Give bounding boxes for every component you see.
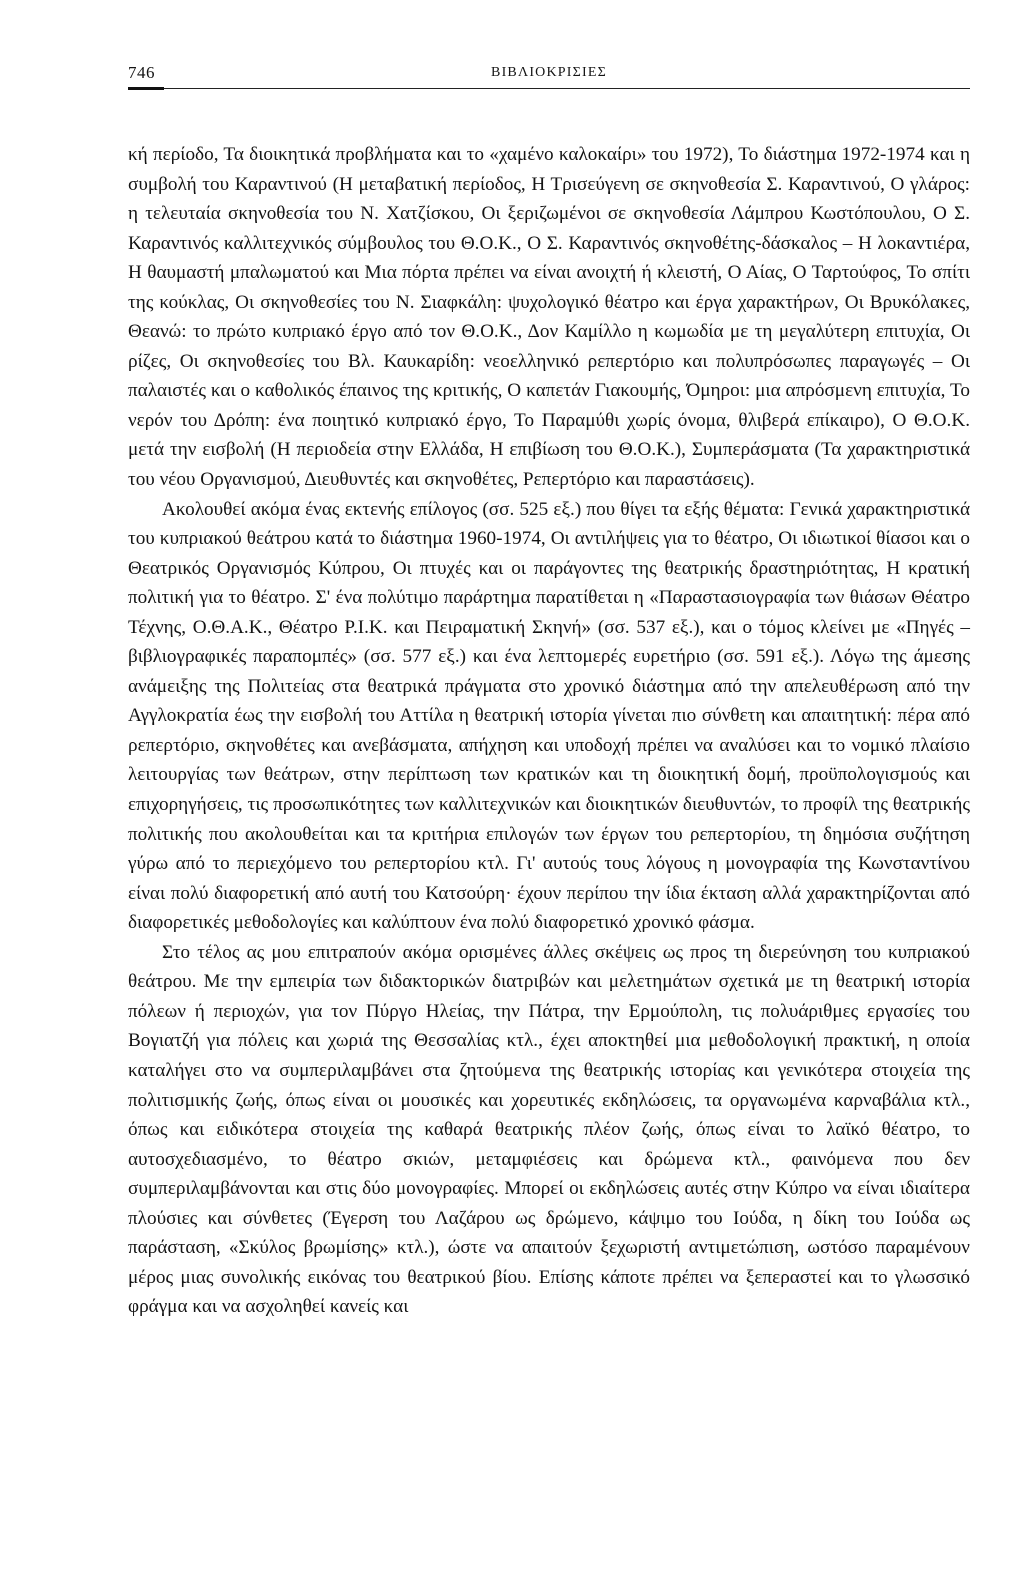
paragraph-2: Ακολουθεί ακόμα ένας εκτενής επίλογος (σσ. 525 εξ.) που θίγει τα εξής θέματα: Γενικά χαρακτηριστικά του κυπριακού θεάτρου κατά το διάστημα 1960-1974, Οι αντιλήψεις για το θέατρο, Οι ιδιωτικοί θίασοι και ο Θεατρικός Οργανισμός Κύπρου, Οι πτυχές και οι παράγοντες της θεατρικής δραστηριότητας, Η κρατική πολιτική για το θέατρο. Σ' ένα πολύτιμο παράρτημα παρατίθεται η «Παραστασιογραφία των θιάσων Θέατρο Τέχνης, Ο.Θ.Α.Κ., Θέατρο Ρ.Ι.Κ. και Πειραματική Σκηνή» (σσ. 537 εξ.), και ο τόμος κλείνει με «Πηγές – βιβλιογραφικές παραπομπές» (σσ. 577 εξ.) και ένα λεπτομερές ευρετήριο (σσ. 591 εξ.). Λόγω της άμεσης ανάμειξης της Πολιτείας στα θεατρικά πράγματα στο χρονικό διάστημα από την απελευθέρωση από την Αγγλοκρατία έως την εισβολή του Αττίλα η θεατρική ιστορία γίνεται πιο σύνθετη και απαιτητική: πέρα από ρεπερτόριο, σκηνοθέτες και ανεβάσματα, απήχηση και υποδοχή πρέπει να αναλύσει και το νομικό πλαίσιο λειτουργίας των θεάτρων, στην περίπτωση των κρατικών και τη διοικητική δομή, προϋπολογισμούς και επιχορηγήσεις, τις προσωπικότητες των καλλιτεχνικών και διοικητικών διευθυντών, το προφίλ της θεατρικής πολιτικής που ακολουθείται και τα κριτήρια επιλογών των έργων του ρεπερτορίου, τη δημόσια συζήτηση γύρω από το περιεχόμενο του ρεπερτορίου κτλ. Γι' αυτούς τους λόγους η μονογραφία της Κωνσταντίνου είναι πολύ διαφορετική από αυτή του Κατσούρη· έχουν περίπου την ίδια έκταση αλλά χαρακτηρίζονται από διαφορετικές μεθοδολογίες και καλύπτουν ένα πολύ διαφορετικό χρονικό φάσμα. (128, 498, 970, 934)
header-rule-accent (128, 87, 164, 90)
running-head (128, 63, 970, 91)
body-text (128, 140, 970, 1322)
paragraph-1: κή περίοδο, Τα διοικητικά προβλήματα και το «χαμένο καλοκαίρι» του 1972), Το διάστημα 1972-1974 και η συμβολή του Καραντινού (Η μεταβατική περίοδος, Η Τρισεύγενη σε σκηνοθεσία Σ. Καραντινού, Ο γλάρος: η τελευταία σκηνοθεσία του Ν. Χατζίσκου, Οι ξεριζωμένοι σε σκηνοθεσία Λάμπρου Κωστόπουλου, Ο Σ. Καραντινός καλλιτεχνικός σύμβουλος του Θ.Ο.Κ., Ο Σ. Καραντινός σκηνοθέτης-δάσκαλος – Η λοκαντιέρα, Η θαυμαστή μπαλωματού και Μια πόρτα πρέπει να είναι ανοιχτή ή κλειστή, Ο Αίας, Ο Ταρτούφος, Το σπίτι της κούκλας, Οι σκηνοθεσίες του Ν. Σιαφκάλη: ψυχολογικό θέατρο και έργα χαρακτήρων, Οι Βρυκόλακες, Θεανώ: το πρώτο κυπριακό έργο από τον Θ.Ο.Κ., Δον Καμίλλο η κωμωδία με τη μεγαλύτερη επιτυχία, Οι ρίζες, Οι σκηνοθεσίες του Βλ. Καυκαρίδη: νεοελληνικό ρεπερτόριο και πολυπρόσωπες παραγωγές – Οι παλαιστές και ο καθολικός έπαινος της κριτικής, Ο καπετάν Γιακουμής, Όμηροι: μια απρόσμενη επιτυχία, Το νερόν του Δρόπη: ένα ποιητικό κυπριακό έργο, Το Παραμύθι χωρίς όνομα, θλιβερά επίκαιρο), Ο Θ.Ο.Κ. μετά την εισβολή (Η περιοδεία στην Ελλάδα, Η επιβίωση του Θ.Ο.Κ.), Συμπεράσματα (Τα χαρακτηριστικά του νέου Οργανισμού, Διευθυντές και σκηνοθέτες, Ρεπερτόριο και παραστάσεις). (128, 144, 970, 491)
section-title: ΒΙΒΛΙΟΚΡΙΣΙΕΣ (491, 65, 607, 80)
page-number: 746 (128, 63, 155, 82)
paragraph-3: Στο τέλος ας μου επιτραπούν ακόμα ορισμένες άλλες σκέψεις ως προς τη διερεύνηση του κυπριακού θεάτρου. Με την εμπειρία των διδακτορικών διατριβών και μελετημάτων σχετικά με τη θεατρική ιστορία πόλεων ή περιοχών, για τον Πύργο Ηλείας, την Πάτρα, την Ερμούπολη, τις πολυάριθμες εργασίες του Βογιατζή για πόλεις και χωριά της Θεσσαλίας κτλ., έχει αποκτηθεί μια μεθοδολογική πρακτική, η οποία καταλήγει στο να συμπεριλαμβάνει στα ζητούμενα της θεατρικής ιστορίας και γενικότερα στοιχεία της πολιτισμικής ζωής, όπως είναι οι μουσικές και χορευτικές εκδηλώσεις, τα οργανωμένα καρναβάλια κτλ., όπως και ειδικότερα στοιχεία της καθαρά θεατρικής πλέον ζωής, όπως είναι το λαϊκό θέατρο, το αυτοσχεδιασμένο, το θέατρο σκιών, μεταμφιέσεις και δρώμενα κτλ., φαινόμενα που δεν συμπεριλαμβάνονται και στις δύο μονογραφίες. Μπορεί οι εκδηλώσεις αυτές στην Κύπρο να είναι ιδιαίτερα πλούσιες και σύνθετες (Έγερση του Λαζάρου ως δρώμενο, κάψιμο του Ιούδα, η δίκη του Ιούδα ως παράσταση, «Σκύλος βρωμίσης» κτλ.), ώστε να απαιτούν ξεχωριστή αντιμετώπιση, ωστόσο παραμένουν μέρος μιας συνολικής εικόνας του θεατρικού βίου. Επίσης κάποτε πρέπει να ξεπεραστεί και το γλωσσικό φράγμα και να ασχοληθεί κανείς και (128, 941, 970, 1318)
header-rule (128, 88, 970, 89)
